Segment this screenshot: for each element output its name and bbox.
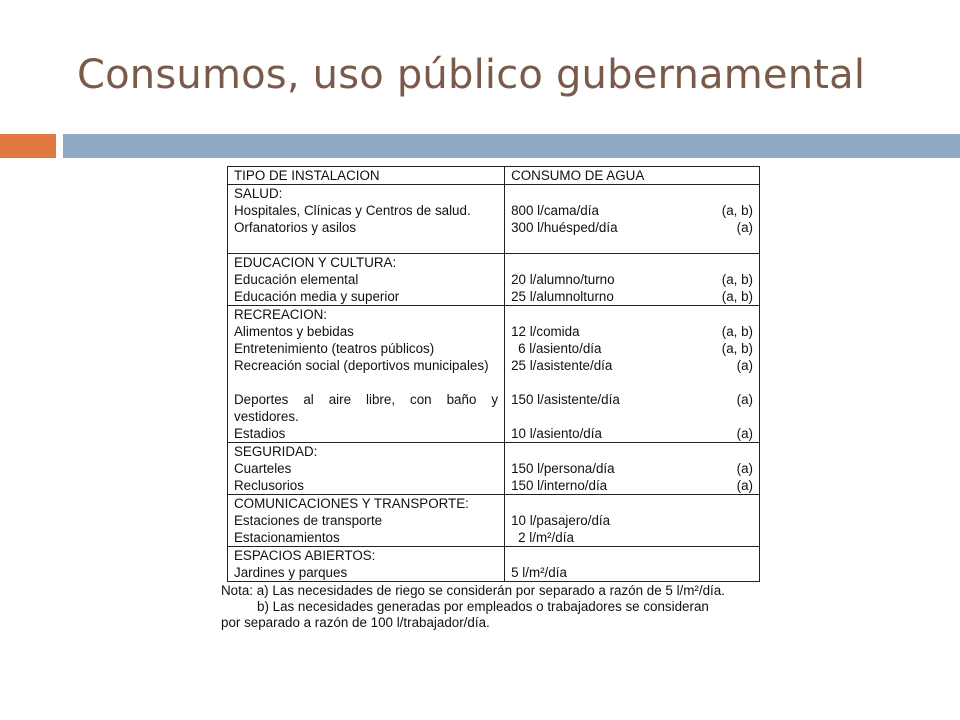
- consumption-row: [511, 391, 753, 408]
- row-type: Alimentos y bebidas: [234, 324, 354, 339]
- row-type: Recreación social (deportivos municipales): [234, 358, 489, 373]
- consumo-value: 300 l/huésped/día: [511, 220, 618, 235]
- consumo-value: 25 l/alumnolturno: [511, 289, 614, 304]
- consumption-row: [511, 477, 753, 494]
- water-consumption-document: [221, 166, 761, 631]
- accent-bar-blue: [63, 134, 960, 158]
- consumption-row: [511, 288, 753, 305]
- section-comunicaciones: [228, 495, 760, 547]
- consumption-row: [511, 202, 753, 219]
- note-code: (a, b): [721, 272, 753, 287]
- row-type: Hospitales, Clínicas y Centros de salud.: [234, 203, 471, 218]
- row-type: Deportes al aire libre, con baño y vestidores.: [234, 392, 499, 424]
- section-recreacion: [228, 306, 760, 443]
- note-a: Nota: a) Las necesidades de riego se considerán por separado a razón de 5 l/m²/día.: [221, 583, 725, 598]
- note-code: (a, b): [721, 341, 753, 356]
- consumption-row: [511, 340, 753, 357]
- note-b-continued: por separado a razón de 100 l/trabajador/día.: [221, 615, 490, 630]
- header-tipo: TIPO DE INSTALACION: [228, 167, 505, 185]
- slide-title: Consumos, uso público gubernamental: [77, 52, 866, 98]
- row-type: Orfanatorios y asilos: [234, 220, 357, 235]
- consumo-value: 150 l/persona/día: [511, 461, 615, 476]
- note-code: (a): [736, 392, 753, 407]
- note-code: (a): [736, 461, 753, 476]
- consumption-row: [511, 512, 753, 529]
- header-consumo: CONSUMO DE AGUA: [505, 167, 760, 185]
- section-name: SALUD:: [234, 186, 283, 201]
- consumo-value: 20 l/alumno/turno: [511, 272, 615, 287]
- accent-bar-orange: [0, 134, 56, 158]
- section-name: ESPACIOS ABIERTOS:: [234, 548, 376, 563]
- consumption-row: [511, 219, 753, 236]
- note-code: (a): [736, 220, 753, 235]
- consumption-row: [511, 323, 753, 340]
- row-type: Cuarteles: [234, 461, 292, 476]
- row-type: Estaciones de transporte: [234, 513, 383, 528]
- consumo-value: 10 l/asiento/día: [511, 426, 602, 441]
- note-code: (a): [736, 426, 753, 441]
- consumo-value: 150 l/interno/día: [511, 478, 608, 493]
- section-espacios-abiertos: [228, 547, 760, 582]
- section-seguridad: [228, 443, 760, 495]
- note-code: (a): [736, 358, 753, 373]
- section-salud: [228, 185, 760, 254]
- row-type: Estacionamientos: [234, 530, 340, 545]
- consumption-row: [511, 271, 753, 288]
- note-code: (a): [736, 478, 753, 493]
- row-type: Estadios: [234, 426, 286, 441]
- consumo-value: 25 l/asistente/día: [511, 358, 613, 373]
- row-type: Entretenimiento (teatros públicos): [234, 341, 435, 356]
- table-notes: [221, 583, 761, 631]
- row-type: Educación elemental: [234, 272, 359, 287]
- consumo-value: 800 l/cama/día: [511, 203, 599, 218]
- consumo-value: 5 l/m²/día: [511, 565, 567, 580]
- consumption-row: [511, 529, 753, 546]
- consumption-row: [511, 460, 753, 477]
- consumption-row: [511, 425, 753, 442]
- table-header-row: [228, 167, 760, 185]
- row-type: Educación media y superior: [234, 289, 400, 304]
- consumo-value: 2 l/m²/día: [518, 530, 574, 545]
- row-type: Reclusorios: [234, 478, 304, 493]
- row-type: Jardines y parques: [234, 565, 348, 580]
- consumption-row: [511, 564, 753, 581]
- section-name: SEGURIDAD:: [234, 444, 318, 459]
- consumo-value: 150 l/asistente/día: [511, 392, 620, 407]
- section-name: EDUCACION Y CULTURA:: [234, 255, 397, 270]
- section-name: COMUNICACIONES Y TRANSPORTE:: [234, 496, 469, 511]
- note-code: (a, b): [721, 203, 753, 218]
- consumo-value: 6 l/asiento/día: [518, 341, 602, 356]
- water-consumption-table: [227, 166, 760, 582]
- note-b: b) Las necesidades generadas por empleados o trabajadores se consideran: [257, 599, 709, 614]
- consumo-value: 12 l/comida: [511, 324, 580, 339]
- note-code: (a, b): [721, 289, 753, 304]
- consumo-value: 10 l/pasajero/día: [511, 513, 611, 528]
- section-educacion: [228, 254, 760, 306]
- consumption-row: [511, 357, 753, 374]
- note-code: (a, b): [721, 324, 753, 339]
- section-name: RECREACION:: [234, 307, 328, 322]
